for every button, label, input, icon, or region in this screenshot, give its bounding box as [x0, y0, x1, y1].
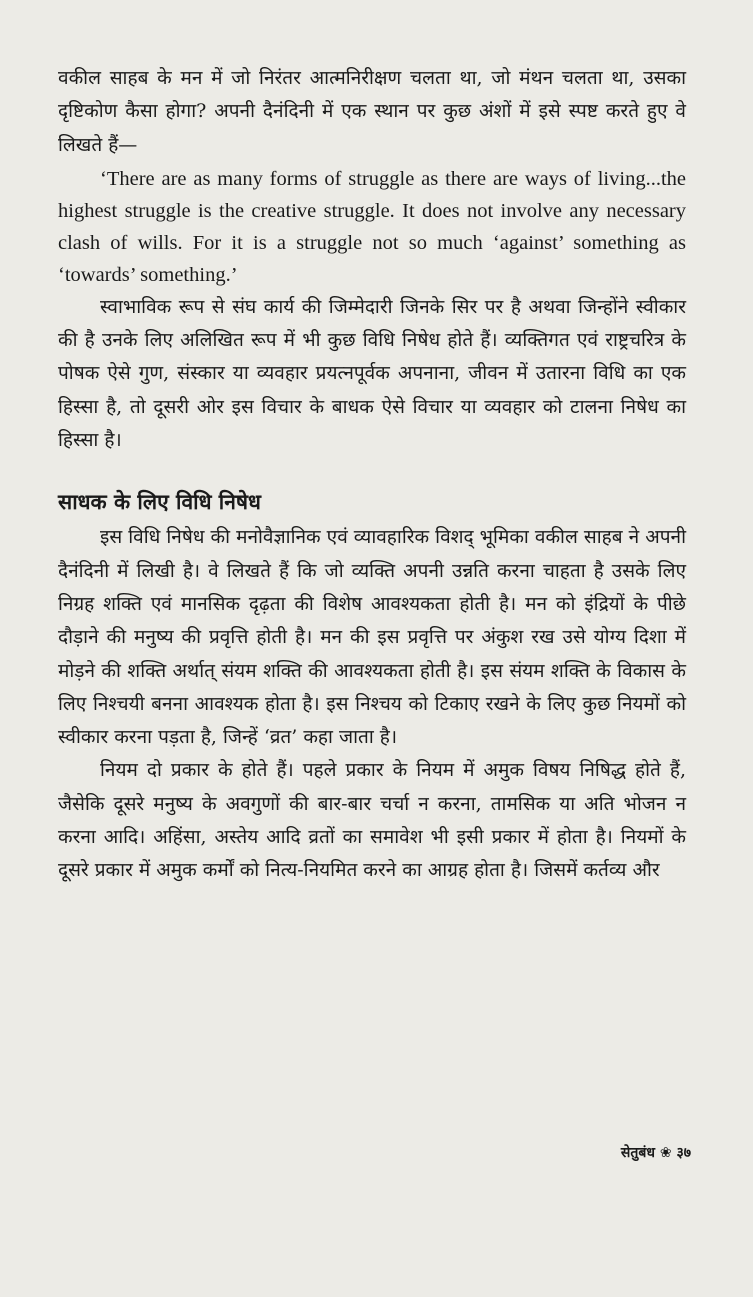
english-quote: ‘There are as many forms of struggle as there are ways of living...the highest struggle is the creative struggle. It does not involve any necessary clash of wills. For it is a struggle not so much ‘against’ something as ‘towards’ something.’ [58, 167, 686, 286]
paragraph-psychology: इस विधि निषेध की मनोवैज्ञानिक एवं व्यावहारिक विशद् भूमिका वकील साहब ने अपनी दैनंदिनी में लिखी है। वे लिखते हैं कि जो व्यक्ति अपनी उन्नति करना चाहता है उसके लिए निग्रह शक्ति एवं मानसिक दृढ़ता की विशेष आवश्यकता होती है। मन को इंद्रियों के पीछे दौड़ाने की मनुष्य की प्रवृत्ति होती है। मन की इस प्रवृत्ति पर अंकुश रख उसे योग्य दिशा में मोड़ने की शक्ति अर्थात् संयम शक्ति की आवश्यकता होती है। इस संयम शक्ति के विकास के लिए निश्चयी बनना आवश्यक होता है। इस निश्चय को टिकाए रखने के लिए कुछ नियमों को स्वीकार करना पड़ता है, जिन्हें ‘व्रत’ कहा जाता है। [58, 526, 686, 749]
paragraph-intro: वकील साहब के मन में जो निरंतर आत्मनिरीक्षण चलता था, जो मंथन चलता था, उसका दृष्टिकोण कैसा होगा? अपनी दैनंदिनी में एक स्थान पर कुछ अंशों में इसे स्पष्ट करते हुए वे लिखते हैं— [58, 67, 686, 156]
ornament-icon: ❀ [659, 1145, 672, 1161]
paragraph-niyam: नियम दो प्रकार के होते हैं। पहले प्रकार के नियम में अमुक विषय निषिद्ध होते हैं, जैसेकि दूसरे मनुष्य के अवगुणों की बार-बार चर्चा न करना, तामसिक या अति भोजन न करना आदि। अहिंसा, अस्तेय आदि व्रतों का समावेश भी इसी प्रकार में होता है। नियमों के दूसरे प्रकार में अमुक कर्मों को नित्य-नियमित करने का आग्रह होता है। जिसमें कर्तव्य और [58, 759, 686, 882]
book-title: सेतुबंध [620, 1145, 655, 1161]
section-heading: साधक के लिए विधि निषेध [58, 490, 261, 515]
paragraph-vidhi-nishedh: स्वाभाविक रूप से संघ कार्य की जिम्मेदारी जिनके सिर पर है अथवा जिन्होंने स्वीकार की है उनके लिए अलिखित रूप में भी कुछ विधि निषेध होते हैं। व्यक्तिगत एवं राष्ट्रचरित्र के पोषक ऐसे गुण, संस्कार या व्यवहार प्रयत्नपूर्वक अपनाना, जीवन में उतारना विधि का एक हिस्सा है, तो दूसरी ओर इस विचार के बाधक ऐसे विचार या व्यवहार को टालना निषेध का हिस्सा है। [58, 295, 686, 452]
page-body [58, 62, 686, 888]
page-footer [621, 1143, 691, 1162]
section-gap [58, 457, 686, 485]
page-number: ३७ [676, 1145, 691, 1161]
